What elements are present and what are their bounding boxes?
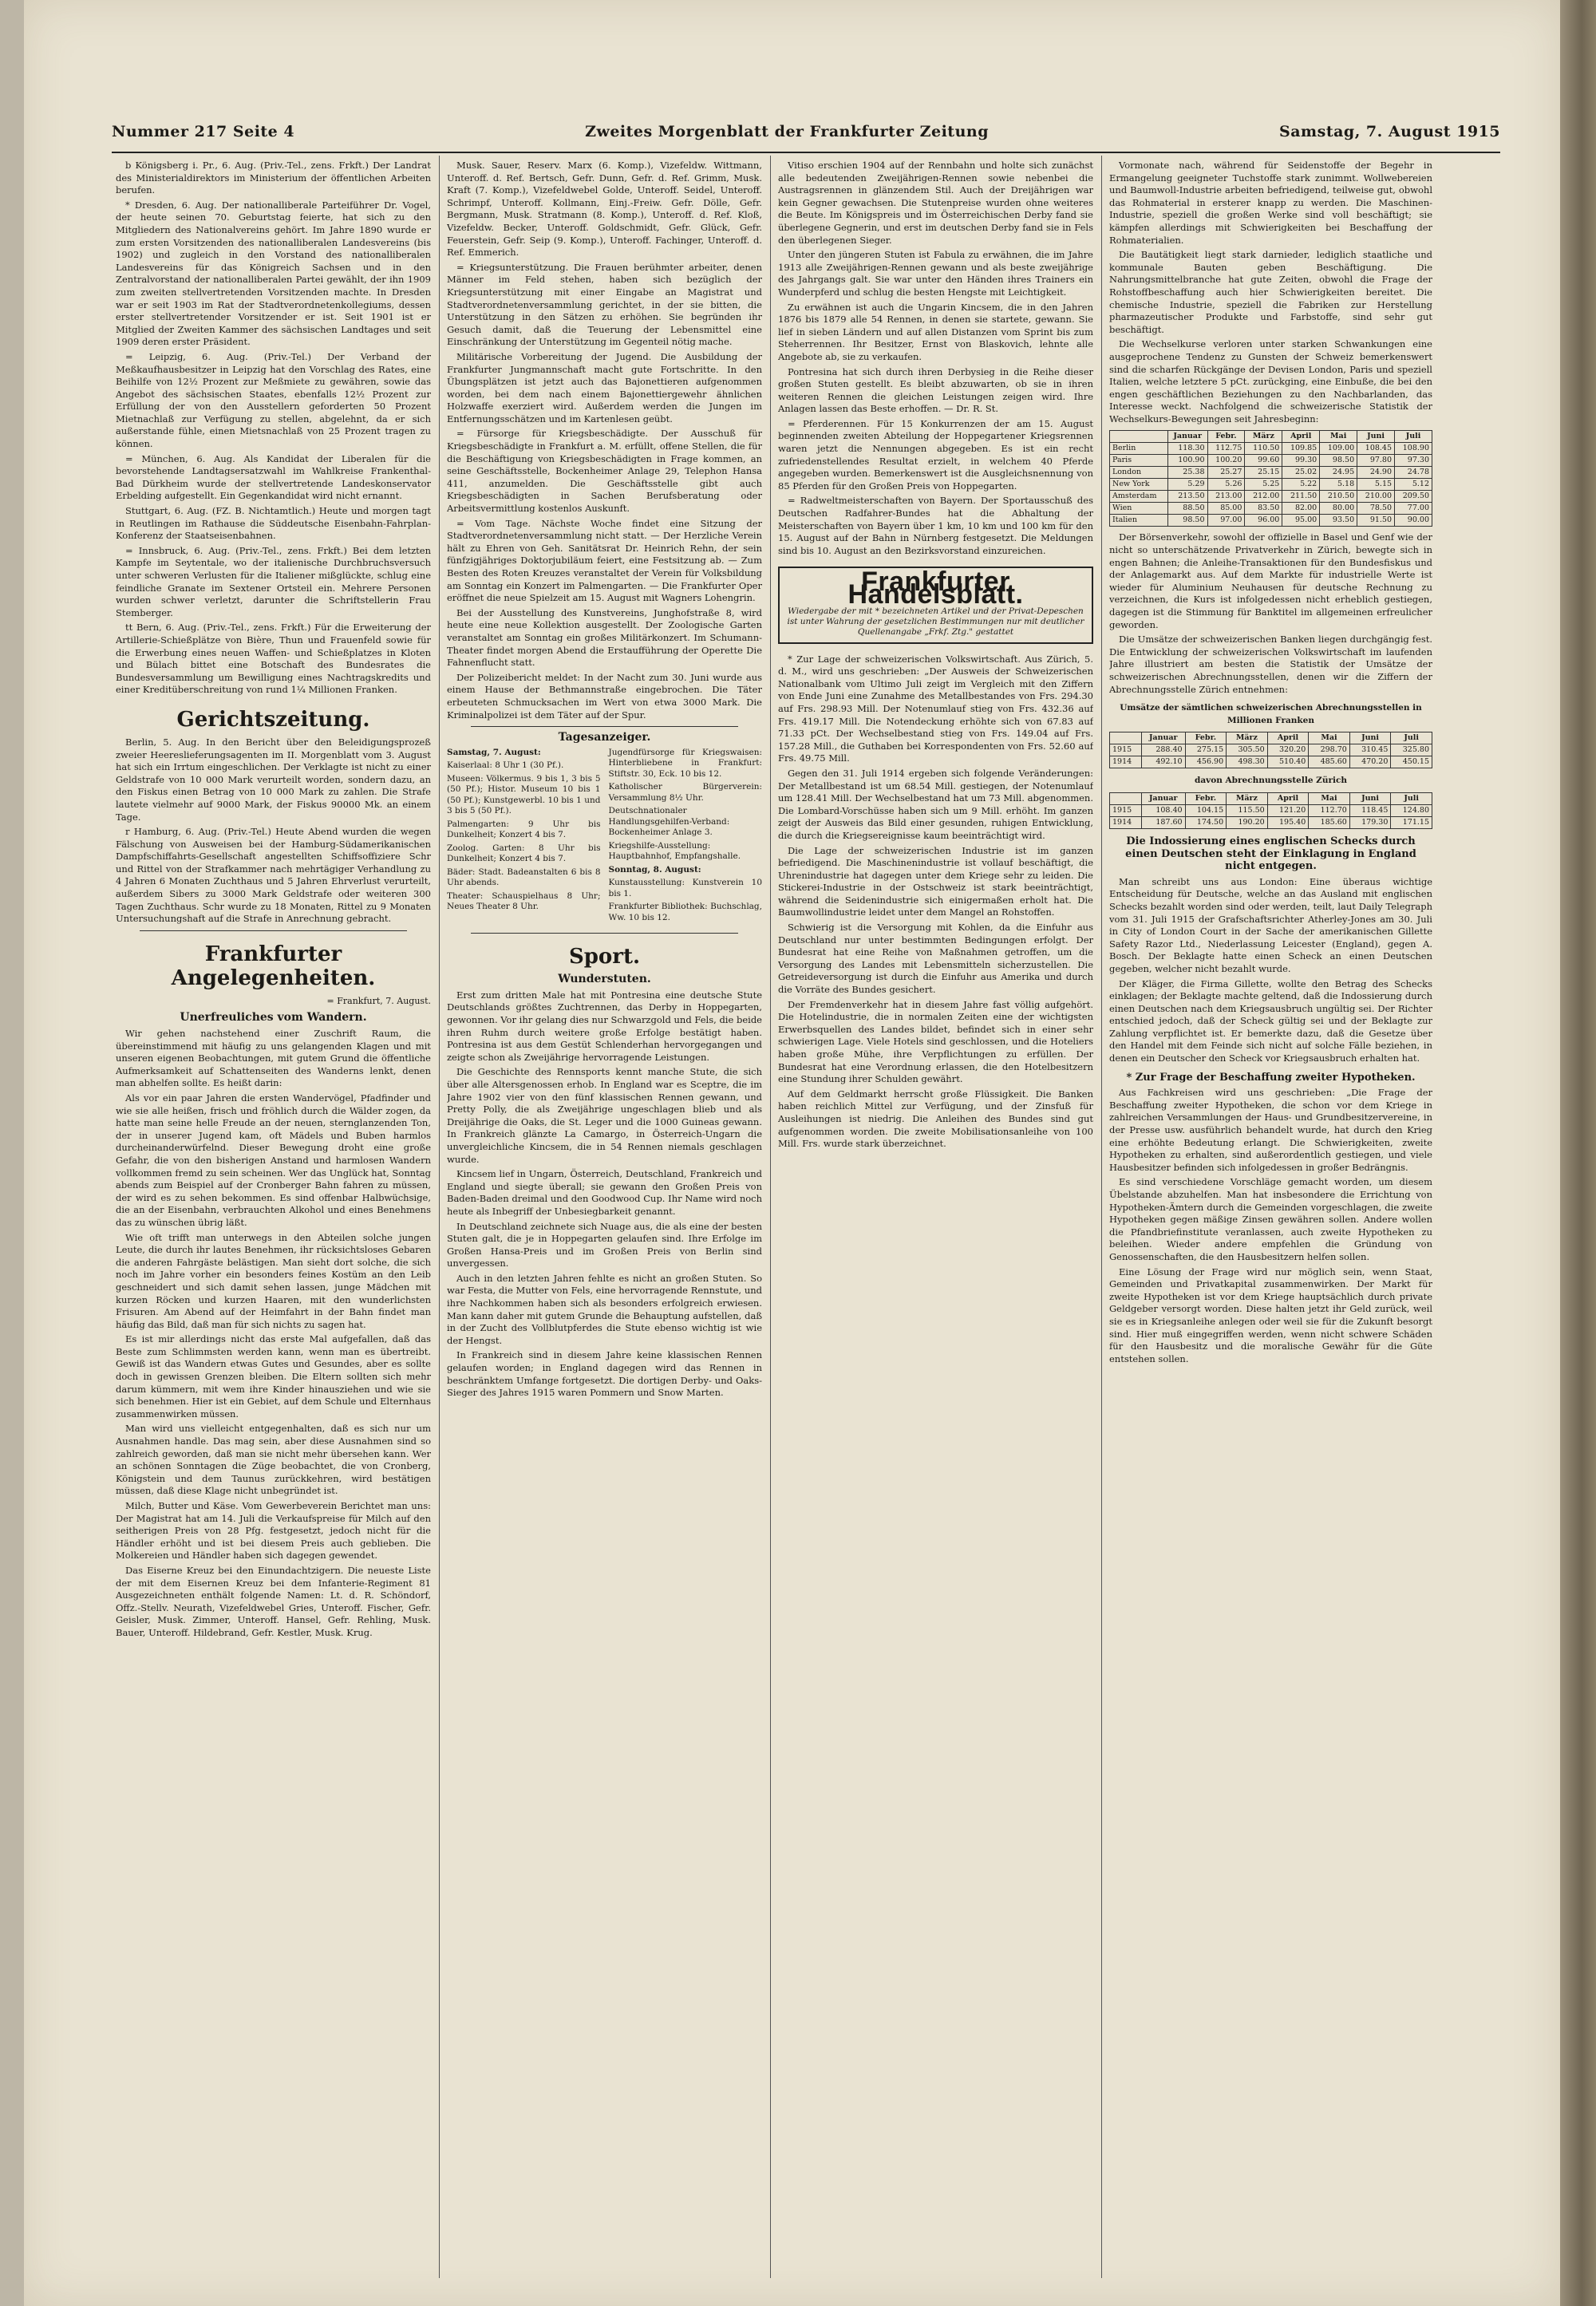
article-headline: Wunderstuten. [558,973,651,986]
article-paragraph: Als vor ein paar Jahren die ersten Wandervögel, Pfadfinder und wie sie alle heißen, frisch und fröhlich durch die Wälder zogen, da hatte man seine helle Freude an der neuen, sternglanzenden Ton, der in unserer Jugend kam, oft Mädels und Buben harmlos durcheinanderwürfelnd. Dieser Bewegung droht eine große Gefahr, die von den bisherigen Anstand und harmlosen Wandern vollkommen fremd zu sein scheinen. Wer das Unglück hat, Sonntag abends zum Beispiel auf der Cronberger Bahn fahren zu müssen, der wird es zu sehen bekommen. Es sind offenbar Halbwüchsige, die an der Eisenbahn, verbrauchten Alkohol und eines Benehmens das zu wünschen übrig läßt. [116,1092,431,1228]
listing-item: Kaiserlaal: 8 Uhr 1 (30 Pf.). [447,760,564,771]
table-cell: 470.20 [1349,756,1391,768]
table-cell: 179.30 [1349,816,1391,828]
table-cell: 109.85 [1282,443,1320,455]
table-cell: 78.50 [1357,503,1395,515]
article-paragraph: Es ist mir allerdings nicht das erste Mal aufgefallen, daß das Beste zum Schlimmsten werden kann, wenn man es übertreibt. Gewiß ist das Wandern etwas Gutes und Gesundes, aber es sollte doch in gewissen Grenzen bleiben. Die Eltern sollten sich mehr darum kümmern, mit wem ihre Kinder hinausziehen und wie sie sich benehmen. Hier ist ein Gebiet, auf dem Schule und Elternhaus zusammenwirken müssen. [116,1333,431,1420]
table-row [1110,515,1432,527]
table-row [1110,491,1432,503]
listing-item: Jugendfürsorge für Kriegswaisen: Hinterbliebene in Frankfurt: Stiftstr. 30, Eck. 10 bis 12. [608,747,762,779]
table-cell: 24.78 [1395,467,1432,479]
divider [140,930,407,931]
table-cell: 115.50 [1227,804,1268,816]
table-cell: 450.15 [1391,756,1432,768]
table-header-row [1110,732,1432,744]
article-paragraph: In Frankreich sind in diesem Jahre keine klassischen Rennen gelaufen worden; in England dagegen wird das Rennen in beschränktem Umfange fortgesetzt. Die dortigen Derby- und Oaks-Sieger des Jahres 1915 waren Pommern und Snow Marten. [447,1349,762,1399]
article-paragraph: Schwierig ist die Versorgung mit Kohlen, da die Einfuhr aus Deutschland nur unter bestimmten Bedingungen erfolgt. Der Bundesrat hat eine Reihe von Maßnahmen getroffen, um die Versorgung des Landes mit Lebensmitteln sicherzustellen. Die Getreideversorgung ist durch die Einfuhr aus Amerika und durch die Vorräte des Bundes gesichert. [778,922,1093,996]
table-cell: 1915 [1110,744,1142,756]
article-paragraph: b Königsberg i. Pr., 6. Aug. (Priv.-Tel., zens. Frkft.) Der Landrat des Ministerialdirektors im Ministerium der öffentlichen Arbeiten berufen. [116,160,431,196]
table-cell: 209.50 [1395,491,1432,503]
table-cell: 187.60 [1141,816,1185,828]
table-cell: 99.30 [1282,455,1320,467]
table-cell: 95.00 [1282,515,1320,527]
table-header-row [1110,792,1432,804]
table-cell: 98.50 [1167,515,1207,527]
table-cell: 210.50 [1320,491,1357,503]
masthead [112,116,1500,148]
table-cell: New York [1110,479,1168,491]
table-cell: 24.95 [1320,467,1357,479]
table-cell: 5.22 [1282,479,1320,491]
column-header: Juli [1391,732,1432,744]
table-cell: 213.00 [1207,491,1245,503]
article-paragraph: = Innsbruck, 6. Aug. (Priv.-Tel., zens. Frkft.) Bei dem letzten Kampfe im Seytentale, wo der italienische Durchbruchsversuch unter schweren Verlusten für die Italiener mißglückte, schlug eine feindliche Granate im Sextener Ortsteil ein. Mehrere Personen wurden schwer verletzt, darunter die Schriftstellerin Frau Stemberger. [116,544,431,618]
column-header: Juni [1349,792,1391,804]
table-cell: Amsterdam [1110,491,1168,503]
table-cell: 210.00 [1357,491,1395,503]
article-paragraph: Vitiso erschien 1904 auf der Rennbahn und holte sich zunächst alle bedeutenden Zweijährigen-Rennen sowie nebenbei die Austragsrennen in glänzendem Stil. Auch der Dreijährigen war kein Gegner gewachsen. Die Stutenpreise wurden ohne weiteres die Beute. Im Königspreis und im Österreichischen Derby fand sie überlegene Gegnerin, und erst im deutschen Derby fand sie in Fels den überlegenen Sieger. [778,160,1093,246]
table-cell: 118.45 [1349,804,1391,816]
table-cell: 121.20 [1267,804,1309,816]
article-paragraph: Aus Fachkreisen wird uns geschrieben: „Die Frage der Beschaffung zweiter Hypotheken, die schon vor dem Kriege in zahlreichen Versammlungen der Haus- und Grundbesitzervereine, in der Presse usw. ausführlich behandelt wurde, hat durch den Krieg eine erhöhte Bedeutung erlangt. Die Schwierigkeiten, zweite Hypotheken zu erhalten, sind außerordentlich gestiegen, und viele Hausbesitzer befinden sich infolgedessen in großer Bedrängnis. [1109,1087,1432,1173]
table-cell: 1914 [1110,756,1142,768]
article-paragraph: tt Bern, 6. Aug. (Priv.-Tel., zens. Frkft.) Für die Erweiterung der Artillerie-Schießplätze von Bière, Thun und Frauenfeld sowie für die Erwerbung eines neuen Waffen- und Schießplatzes in Kloten und Bülach bittet eine Botschaft des Bundesrates die Bundesversammlung um Bewilligung eines Nachtragskredits und einer Kreditüberschreitung von rund 1¼ Millionen Franken. [116,622,431,696]
table-cell: 5.29 [1167,479,1207,491]
article-paragraph: Die Umsätze der schweizerischen Banken liegen durchgängig fest. Die Entwicklung der schweizerischen Volkswirtschaft im laufenden Jahre illustriert am besten die Statistik der Umsätze der schweizerischen Abrechnungsstellen, denen wir die Ziffern der Abrechnungsstelle Zürich entnehmen: [1109,634,1432,695]
table-cell: 212.00 [1245,491,1282,503]
article-paragraph: Auf dem Geldmarkt herrscht große Flüssigkeit. Die Banken haben reichlich Mittel zur Verfügung, und der Zinsfuß für Ausleihungen ist niedrig. Die Anleihen des Bundes sind gut aufgenommen worden. Die zweite Mobilisationsanleihe von 100 Mill. Frs. wurde stark überzeichnet. [778,1088,1093,1150]
table-caption: Umsätze der sämtlichen schweizerischen Abrechnungsstellen in Millionen Franken [1120,703,1422,725]
table-row [1110,455,1432,467]
table-cell: 97.30 [1395,455,1432,467]
table-cell: 96.00 [1245,515,1282,527]
listings-left [447,748,601,926]
dateline: = Frankfurt, 7. August. [326,995,431,1006]
column-divider [439,156,440,2278]
article-paragraph: Erst zum dritten Male hat mit Pontresina eine deutsche Stute Deutschlands größtes Zuchtrennen, das Derby in Hoppegarten, gewonnen. Vor ihr gelang dies nur Schwarzgold und Fels, die beide ihren Ruhm durch weitere große Erfolge bestätigt haben. Pontresina ist aus dem Gestüt Schlenderhan hervorgegangen und zeigte schon als Zweijährige hervorragende Leistungen. [447,989,762,1063]
table-cell: 82.00 [1282,503,1320,515]
table-cell: 5.25 [1245,479,1282,491]
section-title: Tagesanzeiger. [558,731,651,744]
table-cell: 98.50 [1320,455,1357,467]
table-row [1110,467,1432,479]
table-cell: 310.45 [1349,744,1391,756]
article-paragraph: * Dresden, 6. Aug. Der nationalliberale Parteiführer Dr. Vogel, der heute seinen 70. Geburtstag feierte, hat sich zu den Mitgliedern des Nationalvereins gehört. Im Jahre 1890 wurde er zum ersten Vorsitzenden des nationalliberalen Landesvereins (bis 1902) und zugleich in den Vorstand des nationalliberalen Landesvereins für das Königreich Sachsen und in den Zentralvorstand der nationalliberalen Partei gewählt, der ihn 1909 zum zweiten stellvertretenden Vorsitzenden machte. In Dresden war er seit 1903 im Rat der Stadtverordnetenkollegiums, dessen erster stellvertretender Vorsitzender er ist. Seit 1901 ist er Mitglied der Zweiten Kammer des sächsischen Landtages und seit 1909 deren erster Präsident. [116,199,431,348]
column-divider [770,156,771,2278]
table-cell: 99.60 [1245,455,1282,467]
section-title: Sport. [568,945,641,969]
table-row [1110,744,1432,756]
article-paragraph: = Fürsorge für Kriegsbeschädigte. Der Ausschuß für Kriegsbeschädigte in Frankfurt a. M. erfüllt, offene Stellen, die für die Beschäftigung von Kriegsbeschädigten in Frage kommen, an seine Geschäftsstelle, Bockenheimer Anlage 29, Telephon Hansa 411, anzumelden. Die Geschäftsstelle gibt auch Kriegsbeschädigten in Sachen Berufsberatung oder Arbeitsvermittlung kostenlos Auskunft. [447,428,762,515]
table-cell: 25.38 [1167,467,1207,479]
table-cell: 93.50 [1320,515,1357,527]
table-cell: 298.70 [1309,744,1350,756]
article-paragraph: Man wird uns vielleicht entgegenhalten, daß es sich nur um Ausnahmen handle. Das mag sein, aber diese Ausnahmen sind so zahlreich geworden, daß man sie nicht mehr übersehen kann. Wer an schönen Sonntagen die Züge beobachtet, die von Cronberg, Königstein und dem Taunus zurückkehren, wird bestätigen müssen, daß diese Klage nicht unbegründet ist. [116,1423,431,1497]
column-header: April [1267,732,1309,744]
article-paragraph: Auch in den letzten Jahren fehlte es nicht an großen Stuten. So war Festa, die Mutter von Fels, eine hervorragende Rennstute, und ihre Nachkommen haben sich als besonders erfolgreich erwiesen. Man kann daher mit gutem Grunde die Behauptung aufstellen, daß in der Zucht des Vollblutpferdes die Stute ebenso wichtig ist wie der Hengst. [447,1272,762,1346]
table-cell: 320.20 [1267,744,1309,756]
table-cell: 1914 [1110,816,1142,828]
table-cell: 5.18 [1320,479,1357,491]
article-paragraph: = Leipzig, 6. Aug. (Priv.-Tel.) Der Verband der Meßkaufhausbesitzer in Leipzig hat den Vorschlag des Rates, eine Beihilfe von 12½ Prozent zur Meßmiete zu gewähren, sowie das Angebot des sächsischen Staates, ebenfalls 12½ Prozent zur Erfüllung der von den Ausstellern geforderten 50 Prozent Mietnachlaß zur Verfügung zu stellen, abgelehnt, da er sich außerstande fühle, einen Mietsnachlaß von 25 Prozent tragen zu können. [116,350,431,450]
masthead-rule [112,152,1500,153]
table-cell: 25.02 [1282,467,1320,479]
article-headline: Die Indossierung eines englischen Schecks durch einen Deutschen steht der Einklagung in England nicht entgegen. [1125,835,1416,873]
article-headline: * Zur Frage der Beschaffung zweiter Hypotheken. [1126,1071,1416,1084]
table-row [1110,804,1432,816]
article-paragraph: Die Bautätigkeit liegt stark darnieder, lediglich staatliche und kommunale Bauten geben Beschäftigung. Die Nahrungsmittelbranche hat gute Zeiten, obwohl die Frage der Rohstoffbeschaffung auch hier Schwierigkeiten bereitet. Die chemische Industrie, speziell die Fabriken zur Herstellung pharmazeutischer Produkte und Farbstoffe, sind sehr gut beschäftigt. [1109,249,1432,335]
event-listings [447,748,762,929]
table-cell: 104.15 [1185,804,1227,816]
column-4 [1109,160,1432,2274]
table-cell: 171.15 [1391,816,1432,828]
article-paragraph: Wir gehen nachstehend einer Zuschrift Raum, die übereinstimmend mit häufig zu uns gelangenden Klagen und mit unseren eigenen Beobachtungen, mit gutem Grund die öffentliche Aufmerksamkeit auf Schattenseiten des Wanderns lenkt, denen man abhelfen sollte. Es heißt darin: [116,1028,431,1089]
article-paragraph: Unter den jüngeren Stuten ist Fabula zu erwähnen, die im Jahre 1913 alle Zweijährigen-Rennen gewann und als beste zweijährige des Jahrgangs galt. Sie war unter den Händen ihres Trainers ein Wunderpferd und schlug die besten Hengste mit Leichtigkeit. [778,249,1093,298]
article-paragraph: r Hamburg, 6. Aug. (Priv.-Tel.) Heute Abend wurden die wegen Fälschung von Ausweisen bei der Hamburg-Südamerikanischen Dampfschiffahrts-Gesellschaft angestellten Schiffsoffiziere Schr und Rittel von der Strafkammer nach mehrtägiger Verhandlung zu 4 Jahren 6 Monaten Zuchthaus und 5 Jahren Ehrverlust verurteilt, außerdem Sibers zu 3000 Mark Geldstrafe oder weiteren 300 Tagen Zuchthaus. Schr wurde zu 18 Monaten, Rittel zu 9 Monaten Untersuchungshaft auf die Strafe in Anrechnung gebracht. [116,826,431,925]
article-paragraph: = München, 6. Aug. Als Kandidat der Liberalen für die bevorstehende Landtagsersatzwahl im Wahlkreise Frankenthal-Bad Dürkheim wurde der stellvertretende Landeskonservator Erbelding aufgestellt. Ein Gegenkandidat wird nicht ernannt. [116,452,431,502]
table-cell: 25.27 [1207,467,1245,479]
listing-item: Katholischer Bürgerverein: Versammlung 8½ Uhr. [608,782,762,803]
column-header [1110,792,1142,804]
table-cell: 195.40 [1267,816,1309,828]
table-header-row [1110,431,1432,443]
table-cell: Paris [1110,455,1168,467]
handelsblatt-header [778,567,1093,643]
table-cell: 100.90 [1167,455,1207,467]
issue-date: Samstag, 7. August 1915 [1278,123,1500,140]
article-paragraph: Der Kläger, die Firma Gillette, wollte den Betrag des Schecks einklagen; der Beklagte machte geltend, daß die Indossierung durch einen Deutschen nach dem Kriegsausbruch ungültig sei. Der Richter entschied jedoch, daß der Scheck gültig sei und der Beklagte zur Zahlung verpflichtet ist. Er bemerkte dazu, daß die Gesetze über den Handel mit dem Feinde sich nicht auf solche Fälle beziehen, in denen ein Deutscher den Scheck vor Kriegsausbruch erhalten hat. [1109,977,1432,1064]
table-cell: 5.26 [1207,479,1245,491]
table-cell: 90.00 [1395,515,1432,527]
clearing-turnover-table [1109,732,1432,768]
article-paragraph: = Radweltmeisterschaften von Bayern. Der Sportausschuß des Deutschen Radfahrer-Bundes hat die Abhaltung der Meisterschaften von Bayern über 1 km, 10 km und 100 km für den 15. August auf der Bahn in Nürnberg festgesetzt. Die Meldungen sind bis 10. August an den Bezirksvorstand einzureichen. [778,495,1093,556]
listing-item: Samstag, 7. August: [447,747,541,757]
article-paragraph: Gegen den 31. Juli 1914 ergeben sich folgende Veränderungen: Der Metallbestand ist um 68.54 Mill. gestiegen, der Notenumlauf um 128.41 Mill. Der Wechselbestand hat um 73 Mill. abgenommen. Die Lombard-Vorschüsse haben sich um 9 Mill. erhöht. Im ganzen zeigt der Ausweis das Bild einer gesunden, ruhigen Entwicklung, die durch die Kriegsereignisse kaum beeinträchtigt wird. [778,767,1093,841]
article-paragraph: = Vom Tage. Nächste Woche findet eine Sitzung der Stadtverordnetenversammlung nicht statt. — Der Herzliche Verein hält zu Ehren von Geh. Sanitätsrat Dr. Heinrich Rehn, der sein fünfzigjähriges Doktorjubiläum feiert, eine Festsitzung ab. — Zum Besten des Roten Kreuzes veranstaltet der Verein für Volksbildung am Sonntag ein Konzert im Palmengarten. — Die Frankfurter Oper eröffnet die neue Spielzeit am 15. August mit Wagners Lohengrin. [447,517,762,604]
listing-item: Bäder: Stadt. Badeanstalten 6 bis 8 Uhr abends. [447,867,601,888]
article-headline: Unerfreuliches vom Wandern. [180,1011,367,1025]
listing-item: Theater: Schauspielhaus 8 Uhr; Neues Theater 8 Uhr. [447,890,601,912]
section-title: Frankfurter Angelegenheiten. [171,942,376,990]
table-cell: 185.60 [1309,816,1350,828]
listing-item: Palmengarten: 9 Uhr bis Dunkelheit; Konzert 4 bis 7. [447,819,601,840]
listing-item: Zoolog. Garten: 8 Uhr bis Dunkelheit; Konzert 4 bis 7. [447,843,601,864]
listing-item: Frankfurter Bibliothek: Buchschlag, Ww. 10 bis 12. [608,902,762,922]
table-cell: 25.15 [1245,467,1282,479]
column-3 [778,160,1093,2274]
table-cell: 100.20 [1207,455,1245,467]
section-title: Gerichtszeitung. [176,707,370,732]
column-header: April [1267,792,1309,804]
news-briefs [116,160,431,697]
column-2 [447,160,762,2274]
column-header [1110,431,1168,443]
column-header [1110,732,1142,744]
column-header: Juli [1391,792,1432,804]
listings-right [609,748,763,926]
article-paragraph: Die Lage der schweizerischen Industrie ist im ganzen befriedigend. Die Maschinenindustrie ist vollauf beschäftigt, die Uhrenindustrie hat dagegen unter dem Kriege sehr zu leiden. Die Stickerei-Industrie in der Ostschweiz ist stark beeinträchtigt, während die Seidenindustrie sich einigermaßen erholt hat. Die Baumwollindustrie leidet unter dem Mangel an Rohstoffen. [778,844,1093,918]
table-cell: 213.50 [1167,491,1207,503]
table-cell: 80.00 [1320,503,1357,515]
table-cell: Wien [1110,503,1168,515]
article-paragraph: Militärische Vorbereitung der Jugend. Die Ausbildung der Frankfurter Jungmannschaft macht gute Fortschritte. In den Übungsplätzen ist jetzt auch das Bajonettieren aufgenommen worden, bei dem nach einem Bajonettiergewehr ähnlichen Holzwaffe exerziert wird. Außerdem werden die Jungen im Entfernungsschätzen und im Kartenlesen geübt. [447,350,762,424]
article-paragraph: Musk. Sauer, Reserv. Marx (6. Komp.), Vizefeldw. Wittmann, Unteroff. d. Ref. Bertsch, Gefr. Dunn, Gefr. d. Ref. Grimm, Musk. Kraft (7. Komp.), Vizefeldwebel Golde, Unteroff. Seidel, Unteroff. Schrimpf, Unteroff. Kollmann, Einj.-Freiw. Gefr. Dölle, Gefr. Bergmann, Musk. Stratmann (8. Komp.), Unteroff. d. Ref. Kloß, Vizefeldw. Becker, Unteroff. Goldschmidt, Gefr. Glück, Gefr. Feuerstein, Gefr. Seip (9. Komp.), Unteroff. Fachinger, Unteroff. d. Ref. Emmerich. [447,160,762,259]
binding-edge [1560,0,1596,2306]
table-cell: 24.90 [1357,467,1395,479]
column-header: Mai [1320,431,1357,443]
article-paragraph: Eine Lösung der Frage wird nur möglich sein, wenn Staat, Gemeinden und Privatkapital zusammenwirken. Der Markt für zweite Hypotheken ist vor dem Kriege hauptsächlich durch private Geldgeber versorgt worden. Diese halten jetzt ihr Geld zurück, weil sie es in Kriegsanleihe anlegen oder weil sie für die Zukunft besorgt sind. Hier muß eingegriffen werden, wenn nicht schwere Schäden für den Hausbesitz und die moralische Gewähr für die Güte entstehen sollen. [1109,1266,1432,1364]
table-cell: 88.50 [1167,503,1207,515]
table-cell: 1915 [1110,804,1142,816]
column-header: Juni [1349,732,1391,744]
table-cell: 85.00 [1207,503,1245,515]
table-cell: 492.10 [1141,756,1185,768]
table-cell: 108.90 [1395,443,1432,455]
table-cell: 174.50 [1185,816,1227,828]
exchange-rate-table [1109,430,1432,527]
table-cell: 5.12 [1395,479,1432,491]
listing-item: Kunstausstellung: Kunstverein 10 bis 1. [608,878,762,898]
table-cell: 325.80 [1391,744,1432,756]
table-cell: 456.90 [1185,756,1227,768]
column-header: März [1227,792,1268,804]
table-cell: 485.60 [1309,756,1350,768]
divider [471,726,738,727]
article-paragraph: Stuttgart, 6. Aug. (FZ. B. Nichtamtlich.) Heute und morgen tagt in Reutlingen im Rathause die Süddeutsche Eisenbahn-Fahrplan-Konferenz der Staatseisenbahnen. [116,505,431,542]
article-paragraph: Milch, Butter und Käse. Vom Gewerbeverein Berichtet man uns: Der Magistrat hat am 14. Juli die Verkaufspreise für Milch auf den seitherigen Preis von 28 Pfg. festgesetzt, jedoch nicht für die Händler erhöht und ist bei diesem Preis auch geblieben. Die Molkereien und Händler haben sich dagegen gewendet. [116,1500,431,1562]
article-paragraph: Bei der Ausstellung des Kunstvereins, Junghofstraße 8, wird heute eine neue Kollektion ausgestellt. Der Zoologische Garten veranstaltet am Sonntag ein großes Militärkonzert. Im Schumann-Theater findet morgen Abend die Erstaufführung der Operette Die Fahnenflucht statt. [447,606,762,669]
article-paragraph: Die Geschichte des Rennsports kennt manche Stute, die sich über alle Altersgenossen erhob. In England war es Sceptre, die im Jahre 1902 vier von den fünf klassischen Rennen gewann, und Pretty Polly, die als Zweijährige ungeschlagen blieb und als Dreijährige die Oaks, die St. Leger und die 1000 Guineas gewann. In Frankreich glänzte La Camargo, in Österreich-Ungarn die unvergleichliche Kincsem, die in 54 Rennen niemals geschlagen wurde. [447,1066,762,1165]
article-paragraph: * Zur Lage der schweizerischen Volkswirtschaft. Aus Zürich, 5. d. M., wird uns geschrieben: „Der Ausweis der Schweizerischen Nationalbank vom Ultimo Juli zeigt im Vergleich mit den Ziffern von Ende Juni eine Zunahme des Metallbestandes von Frs. 294.30 auf Frs. 298.93 Mill. Der Notenumlauf stieg von Frs. 432.36 auf Frs. 419.17 Mill. Die Notendeckung erhöhte sich von 67.83 auf 71.33 pCt. Der Wechselbestand stieg von Frs. 149.04 auf Frs. 157.28 Mill., die Guthaben bei Korrespondenten von Frs. 52.60 auf Frs. 49.75 Mill. [778,653,1093,764]
article-paragraph: Der Polizeibericht meldet: In der Nacht zum 30. Juni wurde aus einem Hause der Bethmannstraße eingebrochen. Die Täter erbeuteten Schmucksachen im Wert von etwa 3000 Mark. Die Kriminalpolizei ist dem Täter auf der Spur. [447,671,762,721]
article-paragraph: Der Börsenverkehr, sowohl der offizielle in Basel und Genf wie der nicht so unterschätzende Privatverkehr in Zürich, bewegte sich in engen Bahnen; die Anleihe-Transaktionen für den Bundesfiskus und der Anlagemarkt aus. Auf dem Markte für industrielle Werte ist wieder für Aluminium Neuhausen für deutsche Rechnung zu verzeichnen, die Kurs ist infolgedessen nicht erheblich gestiegen, dagegen ist die Stimmung für Banktitel im allgemeinen erfreulicher geworden. [1109,531,1432,630]
table-cell: 211.50 [1282,491,1320,503]
column-header: Febr. [1185,792,1227,804]
table-cell: 108.40 [1141,804,1185,816]
table-cell: 112.70 [1309,804,1350,816]
listing-item: Kriegshilfe-Ausstellung: Hauptbahnhof, Empfangshalle. [608,840,741,862]
table-cell: 124.80 [1391,804,1432,816]
page-number: Nummer 217 Seite 4 [112,123,295,140]
copyright-note: Wiedergabe der mit * bezeichneten Artikel und der Privat-Depeschen ist unter Wahrung der gesetzlichen Bestimmungen nur mit deutlicher Quellenangabe „Frkf. Ztg." gestattet [787,606,1084,637]
table-cell: 5.15 [1357,479,1395,491]
column-header: Juni [1357,431,1395,443]
article-paragraph: = Pferderennen. Für 15 Konkurrenzen der am 15. August beginnenden zweiten Abteilung der Hoppegartener Kriegsrennen waren jetzt die Nennungen abgegeben. Es ist ein recht zufriedenstellendes Resultat erzielt, in welchem 40 Pferde angegeben wurden. Bemerkenswert ist die Ausgleichsnennung von 85 Pferden für den Großen Preis von Hoppegarten. [778,417,1093,492]
column-header: Febr. [1185,732,1227,744]
table-cell: 109.00 [1320,443,1357,455]
column-header: März [1227,732,1268,744]
table-cell: 305.50 [1227,744,1268,756]
listing-item: Sonntag, 8. August: [608,864,701,875]
table-cell: 97.80 [1357,455,1395,467]
listing-item: Deutschnationaler Handlungsgehilfen-Verband: Bockenheimer Anlage 3. [608,806,730,838]
table-cell: 498.30 [1227,756,1268,768]
article-paragraph: Kincsem lief in Ungarn, Österreich, Deutschland, Frankreich und England und siegte überall; sie gewann den Großen Preis von Baden-Baden dreimal und den Goodwood Cup. Ihr Name wird noch heute als Inbegriff der Unbesiegbarkeit genannt. [447,1168,762,1217]
article-paragraph: Pontresina hat sich durch ihren Derbysieg in die Reihe dieser großen Stuten gestellt. Es bleibt abzuwarten, ob sie in ihren weiteren Rennen die gleichen Leistungen zeigen wird. Ihre Anlagen lassen das Beste erhoffen. — Dr. R. St. [778,365,1093,415]
article-paragraph: Man schreibt uns aus London: Eine überaus wichtige Entscheidung für Deutsche, welche an das Ausland mit englischen Schecks bezahlt worden sind oder werden, teilt, laut Daily Telegraph vom 31. Juli 1915 der Grafschaftsrichter Atherley-Jones am 30. Juli in City of London Court in der Sache der amerikanischen Gillette Safety Razor Ltd., Niederlassung Leicester (England), gegen A. Bosch. Der Beklagte hatte einen Scheck an einen Deutschen gegeben, welcher nicht bezahlt wurde. [1109,875,1432,974]
table-cell: 77.00 [1395,503,1432,515]
table-cell: Berlin [1110,443,1168,455]
column-header: Mai [1309,732,1350,744]
table-cell: 510.40 [1267,756,1309,768]
table-cell: 108.45 [1357,443,1395,455]
table-cell: 91.50 [1357,515,1395,527]
table-cell: 190.20 [1227,816,1268,828]
divider [471,933,738,934]
column-header: Mai [1309,792,1350,804]
table-cell: 97.00 [1207,515,1245,527]
article-paragraph: Das Eiserne Kreuz bei den Einundachtzigern. Die neueste Liste der mit dem Eisernen Kreuz bei dem Infanterie-Regiment 81 Ausgezeichneten enthält folgende Namen: Lt. d. R. Schöndorf, Offz.-Stellv. Neurath, Vizefeldwebel Gries, Unteroff. Fischer, Gefr. Geisler, Musk. Zimmer, Unteroff. Hansel, Gefr. Rehling, Musk. Bauer, Unteroff. Hildebrand, Gefr. Kestler, Musk. Krug. [116,1564,431,1638]
article-paragraph: Berlin, 5. Aug. In den Bericht über den Beleidigungsprozeß zweier Heereslieferungsagenten im II. Morgenblatt vom 3. August hat sich ein Irrtum eingeschlichen. Der Verklagte ist nicht zu einer Geldstrafe von 10 000 Mark verurteilt worden, sondern dazu, an den Fiskus einen Betrag von 10 000 Mark zu zahlen. Die Strafe lautete vielmehr auf 9000 Mark, der Fiskus 90000 Mk. an einem Tage. [116,736,431,823]
table-cell: 275.15 [1185,744,1227,756]
column-header: März [1245,431,1282,443]
article-paragraph: Es sind verschiedene Vorschläge gemacht worden, um diesem Übelstande abzuhelfen. Man hat insbesondere die Errichtung von Hypotheken-Ämtern durch die Gemeinden vorgeschlagen, die zweite Hypotheken gegen mäßige Zinsen gewähren sollen. Andere wollen die Pfandbriefinstitute veranlassen, auch zweite Hypotheken zu beleihen. Wieder andere empfehlen die Gründung von Genossenschaften, die den Hausbesitzern helfen sollen. [1109,1176,1432,1262]
table-cell: 83.50 [1245,503,1282,515]
column-header: April [1282,431,1320,443]
table-cell: 110.50 [1245,443,1282,455]
table-row [1110,443,1432,455]
zurich-turnover-table [1109,792,1432,829]
article-paragraph: Die Wechselkurse verloren unter starken Schwankungen eine ausgeprochene Tendenz zu Gunsten der Schweiz bemerkenswert sind die scharfen Rückgänge der Devisen London, Paris und speziell Italien, welche letztere 5 pCt. zurückging, eine Einbuße, die bei den engen geschäftlichen Beziehungen zu den Nachbarlanden, das Interesse weckt. Nachfolgend die schweizerische Statistik der Wechselkurs-Bewegungen seit Jahresbeginn: [1109,338,1432,424]
article-paragraph: In Deutschland zeichnete sich Nuage aus, die als eine der besten Stuten galt, die je in Hoppegarten gelaufen sind. Ihre Erfolge im Großen Hansa-Preis und im Großen Preis von Berlin sind unvergessen. [447,1220,762,1269]
article-paragraph: Vormonate nach, während für Seidenstoffe der Begehr in Ermangelung geeigneter Tuchstoffe stark zunimmt. Wollwebereien und Baumwoll-Industrie arbeiten befriedigend, teilweise gut, obwohl das Rohmaterial in ersterer knapp zu werden. Die Maschinen-Industrie, speziell die großen Werke sind voll beschäftigt; sie kämpfen allerdings mit Schwierigkeiten bei Beschaffung der Rohmaterialien. [1109,160,1432,246]
newspaper-title: Zweites Morgenblatt der Frankfurter Zeitung [585,123,989,140]
table-cell: London [1110,467,1168,479]
section-title: Frankfurter Handelsblatt. [847,567,1024,610]
article-paragraph: Wie oft trifft man unterwegs in den Abteilen solche jungen Leute, die durch ihr lautes Benehmen, ihr rücksichtsloses Gebaren die anderen Fahrgäste belästigen. Man sieht dort solche, die sich noch im Jahre vorher ein besonders feines Kostüm an den Leib geschneidert und sich damit sehen lassen, junge Mädchen mit kurzen Röcken und kurzen Haaren, mit den wunderlichsten Frisuren. Am Abend auf der Heimfahrt in der Bahn findet man häufig das Bild, daß man für sich nichts zu sagen hat. [116,1231,431,1330]
article-paragraph: = Kriegsunterstützung. Die Frauen berühmter arbeiter, denen Männer im Feld stehen, haben sich bezüglich der Kriegsunterstützung mit einer Eingabe an Magistrat und Stadtverordnetenversammlung gerichtet, in der sie bitten, die Unterstützung in den Sätzen zu erhöhen. Sie begründen ihr Gesuch damit, daß die Teuerung der Lebensmittel eine Einschränkung der Unterstützung im Gegenteil nötig mache. [447,261,762,348]
table-cell: 288.40 [1141,744,1185,756]
table-cell: Italien [1110,515,1168,527]
column-header: Juli [1395,431,1432,443]
article-paragraph: Der Fremdenverkehr hat in diesem Jahre fast völlig aufgehört. Die Hotelindustrie, die in normalen Zeiten eine der wichtigsten Erwerbsquellen des Landes bildet, befindet sich in einer sehr schwierigen Lage. Viele Hotels sind geschlossen, und die Hoteliers haben große Mühe, ihre Verpflichtungen zu erfüllen. Der Bundesrat hat eine Verordnung erlassen, die den Hotelbesitzern eine Stundung ihrer Schulden gewährt. [778,998,1093,1085]
column-header: Januar [1167,431,1207,443]
column-1 [116,160,431,2274]
table-row [1110,816,1432,828]
listing-item: Museen: Völkermus. 9 bis 1, 3 bis 5 (50 Pf.); Histor. Museum 10 bis 1 (50 Pf.); Kunstgewerbl. 10 bis 1 und 3 bis 5 (50 Pf.). [447,773,601,816]
table-row [1110,503,1432,515]
table-cell: 118.30 [1167,443,1207,455]
table-cell: 112.75 [1207,443,1245,455]
table-row [1110,479,1432,491]
column-divider [1101,156,1102,2278]
column-header: Febr. [1207,431,1245,443]
table-caption: davon Abrechnungsstelle Zürich [1194,776,1348,786]
table-row [1110,756,1432,768]
column-header: Januar [1141,732,1185,744]
column-header: Januar [1141,792,1185,804]
article-paragraph: Zu erwähnen ist auch die Ungarin Kincsem, die in den Jahren 1876 bis 1879 alle 54 Rennen, in denen sie startete, gewann. Sie lief in sieben Ländern und auf allen Distanzen vom Sprint bis zum Steherrennen. Ihr Besitzer, Ernst von Blaskovich, lehnte alle Angebote ab, sie zu verkaufen. [778,301,1093,362]
